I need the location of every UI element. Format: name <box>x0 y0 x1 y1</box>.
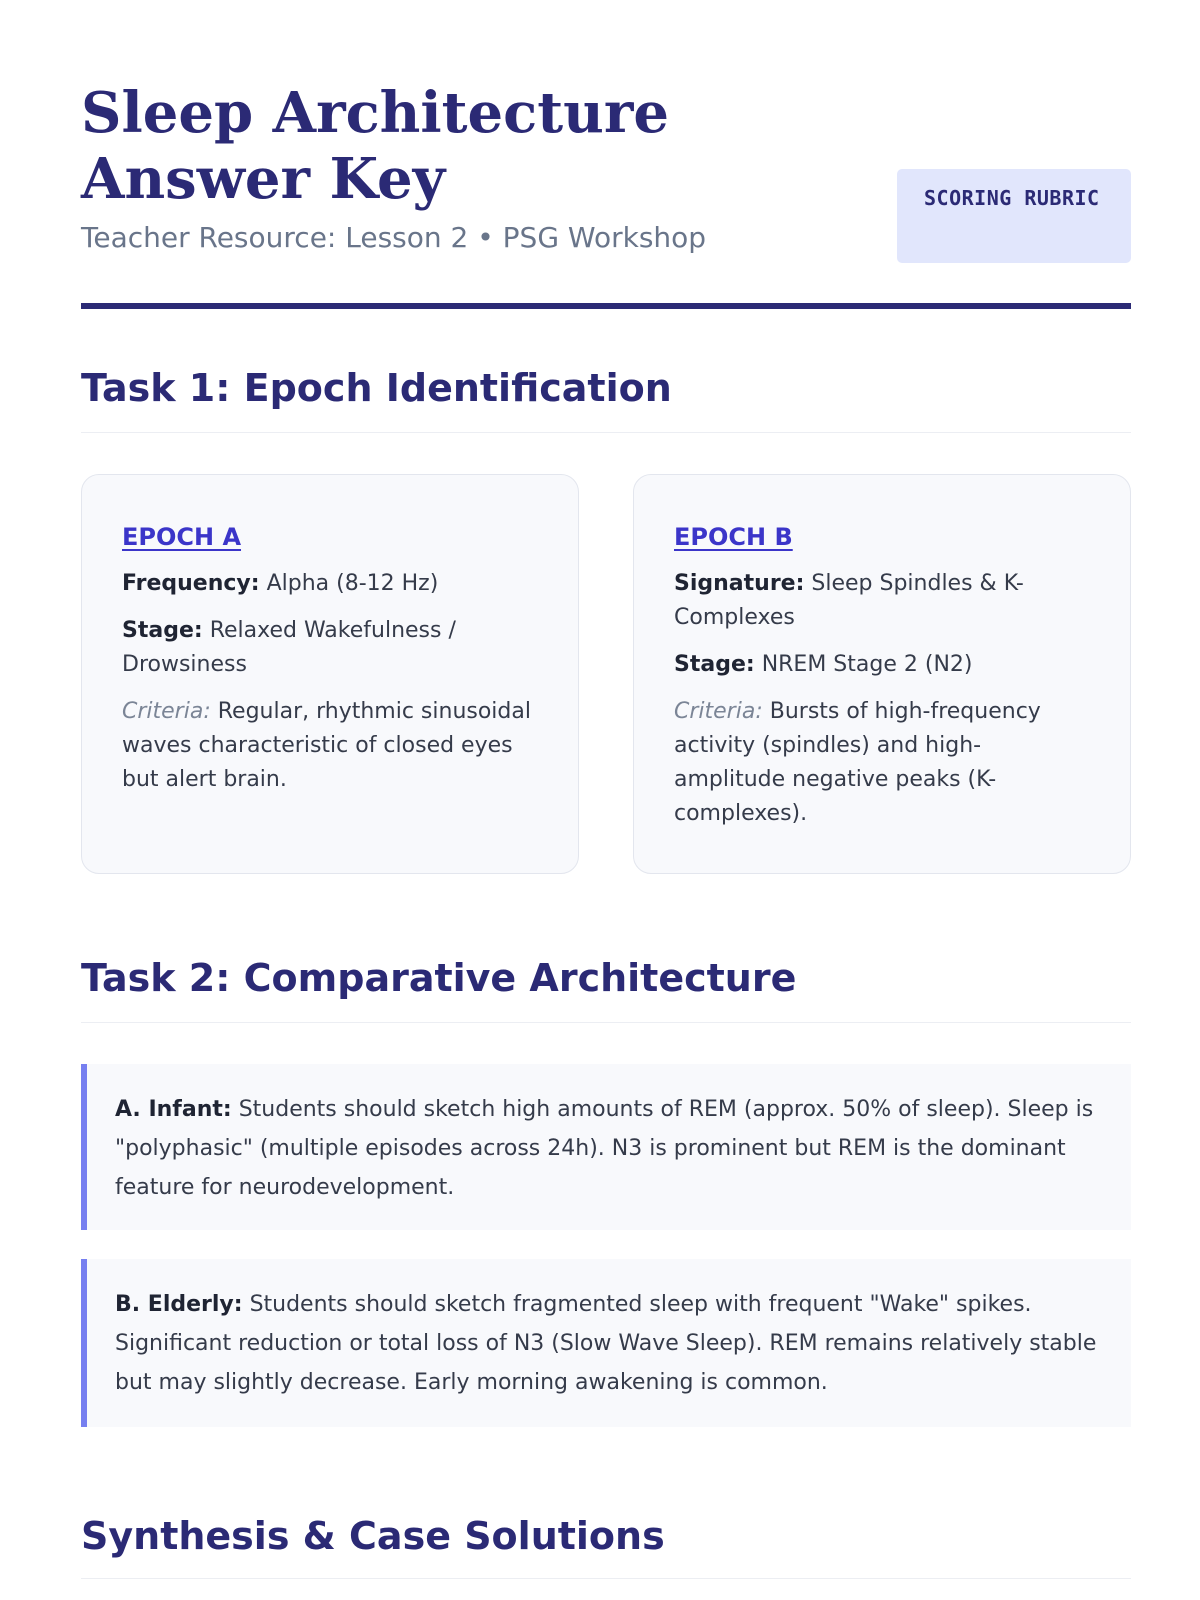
answer-key-page <box>81 0 1131 1558</box>
epoch-a-frequency-label: Frequency: <box>122 571 260 596</box>
epoch-a-criteria-label: Criteria: <box>122 699 211 724</box>
epoch-b-stage-label: Stage: <box>674 652 755 677</box>
epoch-a-stage-value: Relaxed Wakefulness / Drowsiness <box>122 618 456 677</box>
epoch-b-signature <box>674 567 1090 635</box>
infant-label: A. Infant: <box>115 1097 232 1122</box>
epoch-a-title[interactable]: EPOCH A <box>122 523 242 551</box>
elderly-text: Students should sketch fragmented sleep with frequent "Wake" spikes. Significant reduction or total loss of N3 (Slow Wave Sleep). REM remains relatively stable but may slightly decrease. Early morning awakening is common. <box>115 1292 1097 1395</box>
task1-divider <box>81 432 1131 433</box>
document-subtitle: Teacher Resource: Lesson 2 • PSG Workshop <box>81 221 707 254</box>
epoch-b-stage <box>674 648 1090 682</box>
task2-divider <box>81 1022 1131 1023</box>
synthesis-divider <box>81 1578 1131 1579</box>
elderly-label: B. Elderly: <box>115 1292 243 1317</box>
epoch-b-signature-label: Signature: <box>674 571 805 596</box>
elderly-callout <box>81 1259 1131 1427</box>
epoch-a-card <box>81 474 579 874</box>
epoch-b-criteria-value: Bursts of high-frequency activity (spindles) and high-amplitude negative peaks (K-complexes). <box>674 699 1041 826</box>
document-title: Sleep Architecture Answer Key <box>81 80 669 212</box>
epoch-a-frequency-value: Alpha (8-12 Hz) <box>266 571 439 596</box>
task1-title: Task 1: Epoch Identification <box>81 366 672 410</box>
header-divider <box>81 303 1131 309</box>
epoch-b-title[interactable]: EPOCH B <box>674 523 793 551</box>
epoch-a-stage <box>122 614 538 682</box>
synthesis-title: Synthesis & Case Solutions <box>81 1514 665 1558</box>
infant-callout <box>81 1064 1131 1230</box>
scoring-rubric-badge: SCORING RUBRIC <box>897 169 1131 263</box>
epoch-a-stage-label: Stage: <box>122 618 203 643</box>
epoch-b-criteria <box>674 695 1090 831</box>
epoch-b-stage-value: NREM Stage 2 (N2) <box>761 652 973 677</box>
epoch-a-frequency <box>122 567 538 601</box>
epoch-b-card <box>633 474 1131 874</box>
epoch-b-signature-value: Sleep Spindles & K-Complexes <box>674 571 1024 630</box>
task2-title: Task 2: Comparative Architecture <box>81 956 797 1000</box>
epoch-a-criteria <box>122 695 538 797</box>
document-header <box>81 0 1131 310</box>
epoch-a-criteria-value: Regular, rhythmic sinusoidal waves characteristic of closed eyes but alert brain. <box>122 699 531 792</box>
infant-text: Students should sketch high amounts of REM (approx. 50% of sleep). Sleep is "polyphasic" (multiple episodes across 24h). N3 is prominent but REM is the dominant feature for neurodevelopment. <box>115 1097 1094 1200</box>
epoch-b-criteria-label: Criteria: <box>674 699 763 724</box>
